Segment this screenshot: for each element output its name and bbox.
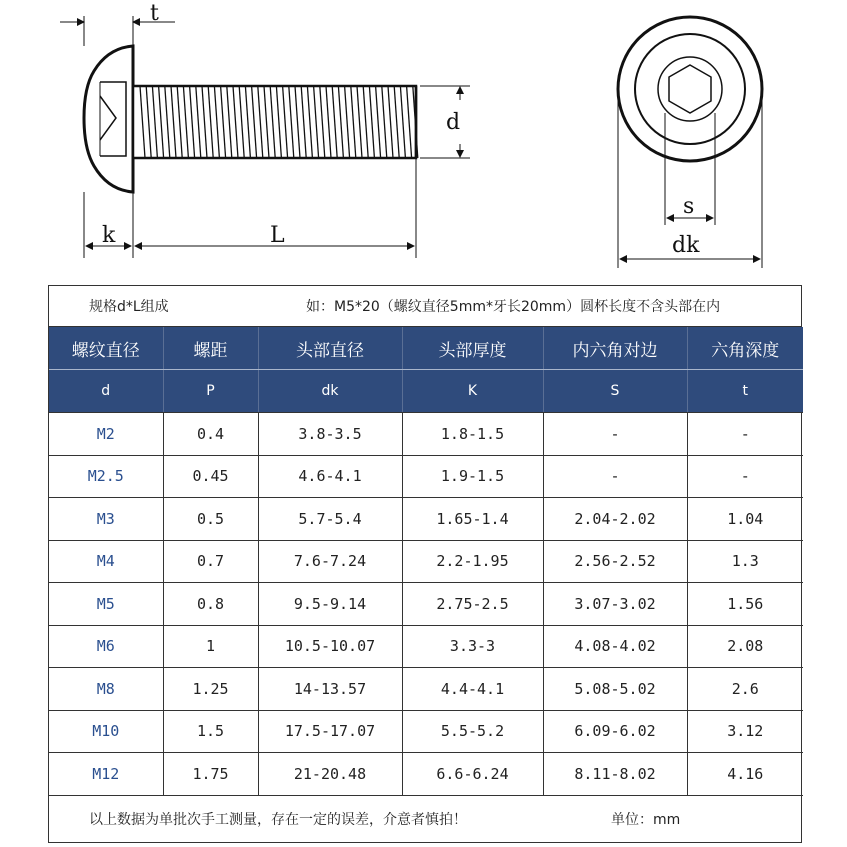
table-cell: 2.2-1.95 [402, 540, 543, 583]
table-cell: M12 [49, 753, 163, 796]
spec-table [49, 327, 803, 796]
table-cell: 1.04 [687, 498, 803, 541]
table-cell: 2.56-2.52 [543, 540, 687, 583]
table-row [49, 625, 803, 668]
table-cell: 6.6-6.24 [402, 753, 543, 796]
hex-socket [669, 65, 711, 113]
table-cell: 1.3 [687, 540, 803, 583]
table-cell: 2.08 [687, 625, 803, 668]
spec-example-note: 如：M5*20（螺纹直径5mm*牙长20mm）圆杯长度不含头部在内 [306, 299, 721, 315]
header-hex-across-flats: 内六角对边 [543, 327, 687, 370]
table-cell: 2.6 [687, 668, 803, 711]
measurement-disclaimer: 以上数据为单批次手工测量，存在一定的误差，介意者慎拍！ [89, 811, 467, 828]
table-row [49, 753, 803, 796]
spec-table-body [49, 413, 803, 796]
spec-format-note: 规格d*L组成 [89, 299, 169, 315]
table-cell: 14-13.57 [258, 668, 402, 711]
side-view [84, 46, 418, 192]
header-hex-depth: 六角深度 [687, 327, 803, 370]
table-cell: 21-20.48 [258, 753, 402, 796]
table-cell: 0.7 [163, 540, 258, 583]
label-t: t [150, 1, 159, 26]
table-cell: 7.6-7.24 [258, 540, 402, 583]
table-row [49, 668, 803, 711]
table-cell: 3.07-3.02 [543, 583, 687, 626]
head-outer-circle [618, 17, 762, 161]
table-cell: - [543, 413, 687, 456]
dim-d [420, 86, 470, 158]
table-cell: 2.75-2.5 [402, 583, 543, 626]
table-cell: 0.45 [163, 455, 258, 498]
label-k: k [102, 223, 116, 248]
header-pitch: 螺距 [163, 327, 258, 370]
table-cell: 0.4 [163, 413, 258, 456]
table-cell: M8 [49, 668, 163, 711]
table-cell: 1.75 [163, 753, 258, 796]
table-cell: 5.5-5.2 [402, 710, 543, 753]
table-cell: 5.7-5.4 [258, 498, 402, 541]
table-cell: 1.5 [163, 710, 258, 753]
header-head-thickness: 头部厚度 [402, 327, 543, 370]
table-cell: 2.04-2.02 [543, 498, 687, 541]
table-cell: 4.4-4.1 [402, 668, 543, 711]
unit-label: 单位：mm [611, 811, 681, 828]
table-cell: - [543, 455, 687, 498]
table-row [49, 540, 803, 583]
symbol-dk: dk [258, 370, 402, 413]
table-cell: M3 [49, 498, 163, 541]
top-view [618, 17, 762, 161]
symbol-t: t [687, 370, 803, 413]
table-cell: 4.16 [687, 753, 803, 796]
table-cell: 0.5 [163, 498, 258, 541]
table-cell: 4.6-4.1 [258, 455, 402, 498]
spec-footer [49, 796, 801, 842]
header-head-diameter: 头部直径 [258, 327, 402, 370]
table-row [49, 455, 803, 498]
table-row [49, 583, 803, 626]
table-cell: M2.5 [49, 455, 163, 498]
table-row [49, 710, 803, 753]
symbol-row [49, 370, 803, 413]
table-cell: M4 [49, 540, 163, 583]
symbol-d: d [49, 370, 163, 413]
table-cell: 3.8-3.5 [258, 413, 402, 456]
table-cell: M2 [49, 413, 163, 456]
table-cell: 0.8 [163, 583, 258, 626]
header-row [49, 327, 803, 370]
screw-dimension-drawing [0, 0, 847, 280]
table-cell: 1.56 [687, 583, 803, 626]
table-cell: 4.08-4.02 [543, 625, 687, 668]
symbol-s: S [543, 370, 687, 413]
table-cell: 5.08-5.02 [543, 668, 687, 711]
spec-table-panel [48, 285, 802, 843]
table-cell: - [687, 455, 803, 498]
table-cell: 1 [163, 625, 258, 668]
header-thread-diameter: 螺纹直径 [49, 327, 163, 370]
label-s: s [683, 194, 695, 219]
label-L: L [270, 223, 285, 248]
table-cell: - [687, 413, 803, 456]
table-cell: M10 [49, 710, 163, 753]
spec-note [49, 286, 801, 327]
table-row [49, 498, 803, 541]
label-d: d [446, 110, 461, 135]
table-cell: 8.11-8.02 [543, 753, 687, 796]
table-cell: 1.25 [163, 668, 258, 711]
symbol-k: K [402, 370, 543, 413]
table-cell: M6 [49, 625, 163, 668]
table-cell: 3.12 [687, 710, 803, 753]
table-cell: 9.5-9.14 [258, 583, 402, 626]
table-cell: 1.9-1.5 [402, 455, 543, 498]
table-row [49, 413, 803, 456]
table-cell: 17.5-17.07 [258, 710, 402, 753]
table-cell: 3.3-3 [402, 625, 543, 668]
table-cell: 10.5-10.07 [258, 625, 402, 668]
table-cell: 6.09-6.02 [543, 710, 687, 753]
symbol-p: P [163, 370, 258, 413]
table-cell: 1.65-1.4 [402, 498, 543, 541]
table-cell: M5 [49, 583, 163, 626]
label-dk: dk [672, 233, 700, 258]
table-cell: 1.8-1.5 [402, 413, 543, 456]
